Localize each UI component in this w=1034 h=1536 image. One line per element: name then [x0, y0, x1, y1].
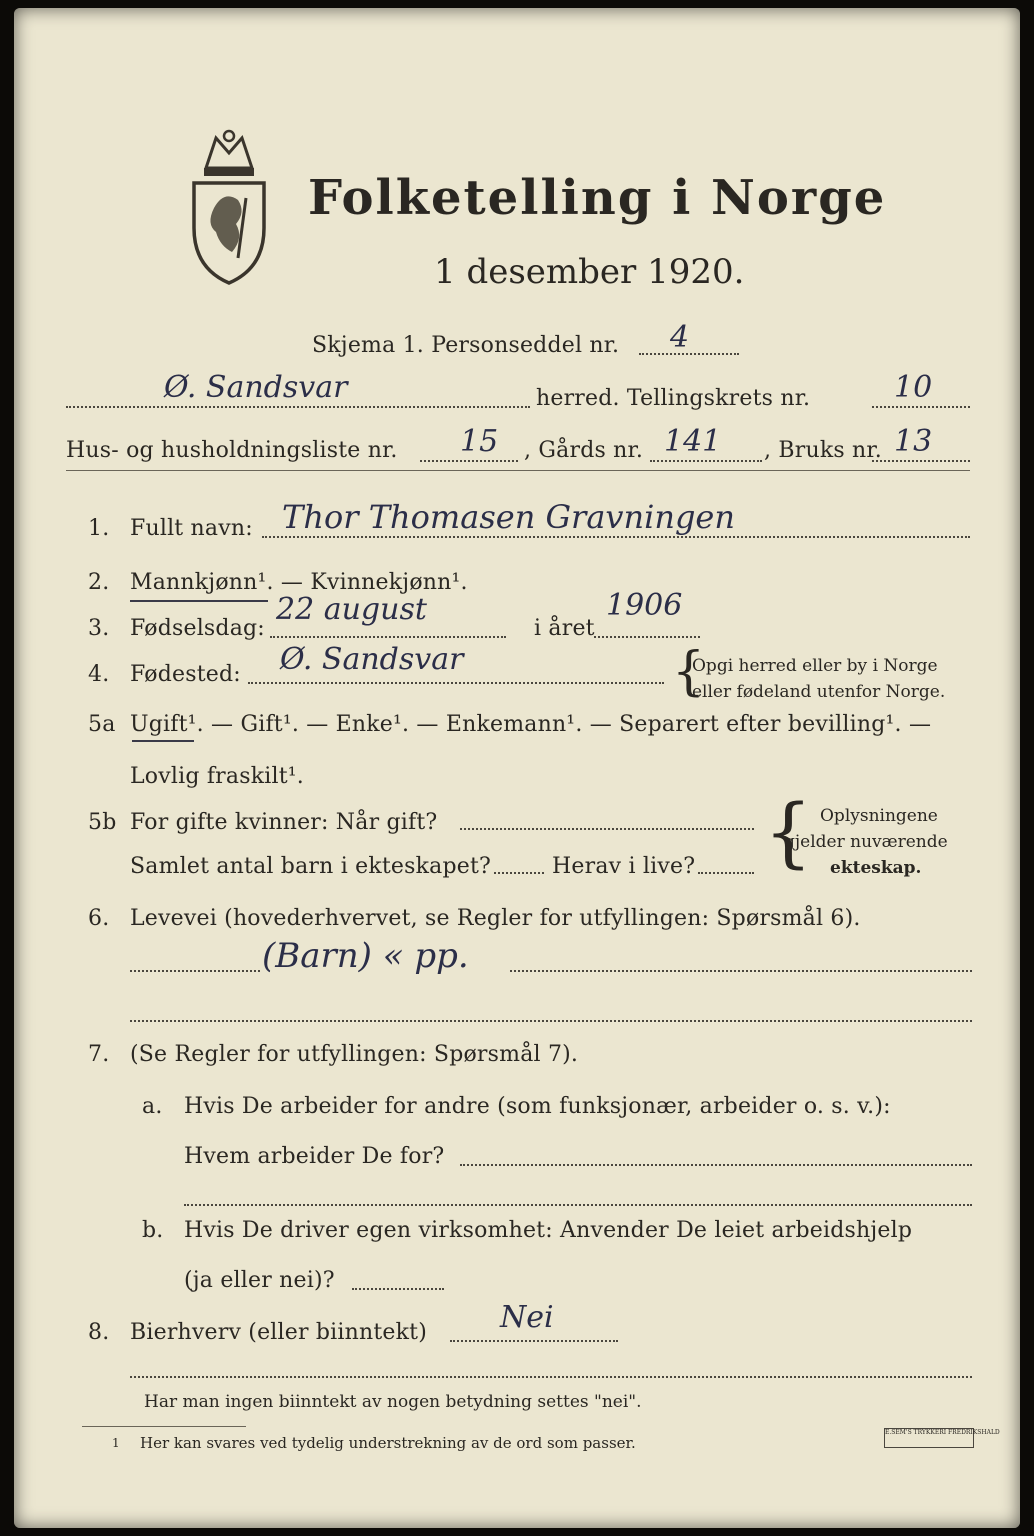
q4-brace: {	[672, 642, 706, 702]
header-rule	[66, 470, 970, 471]
q5a-number: 5a	[88, 712, 116, 737]
personseddel-value: 4	[670, 320, 690, 355]
tellingskrets-line	[872, 406, 970, 408]
q7b-letter: b.	[142, 1218, 164, 1243]
q8-value: Nei	[500, 1300, 554, 1335]
footnote-text: Her kan svares ved tydelig understrekning av de ord som passer.	[140, 1434, 636, 1452]
q3-year-label: i året	[534, 616, 595, 641]
q5a-options-2: Lovlig fraskilt¹.	[130, 764, 304, 789]
gards-value: 141	[664, 424, 722, 459]
q6-label: Levevei (hovederhvervet, se Regler for utfyllingen: Spørsmål 6).	[130, 906, 861, 931]
q3-number: 3.	[88, 616, 110, 641]
q5b-line	[460, 828, 754, 830]
q3-year-line	[594, 636, 700, 638]
gards-label: , Gårds nr.	[524, 438, 644, 463]
gards-line	[650, 460, 762, 462]
q5b-children-line	[494, 872, 544, 874]
q6-line-2	[130, 1020, 972, 1022]
hus-line	[420, 460, 518, 462]
q7a-label: Hvis De arbeider for andre (som funksjonær, arbeider o. s. v.):	[184, 1094, 891, 1119]
q7a-question: Hvem arbeider De for?	[184, 1144, 445, 1169]
q8-note: Har man ingen biinntekt av nogen betydning settes "nei".	[144, 1392, 642, 1412]
bruks-value: 13	[894, 424, 933, 459]
q8-number: 8.	[88, 1320, 110, 1345]
q2-label: Mannkjønn¹. — Kvinnekjønn¹.	[130, 570, 468, 595]
q3-year-value: 1906	[606, 588, 683, 623]
q3-line	[270, 636, 506, 638]
q2-number: 2.	[88, 570, 110, 595]
q5b-alive-line	[698, 872, 754, 874]
q7a-line-2	[184, 1204, 972, 1206]
q1-number: 1.	[88, 516, 110, 541]
bruks-label: , Bruks nr.	[764, 438, 882, 463]
q5a-underline	[132, 740, 194, 742]
q7-label: (Se Regler for utfyllingen: Spørsmål 7).	[130, 1042, 579, 1067]
q8-line	[450, 1340, 618, 1342]
q8-label: Bierhverv (eller biinntekt)	[130, 1320, 428, 1345]
q5b-label: For gifte kvinner: Når gift?	[130, 810, 438, 835]
q4-number: 4.	[88, 662, 110, 687]
q3-value: 22 august	[276, 592, 427, 627]
bruks-line	[872, 460, 970, 462]
form-title: Folketelling i Norge	[308, 170, 887, 226]
form-date: 1 desember 1920.	[434, 252, 745, 292]
q5b-alive-label: Herav i live?	[552, 854, 696, 879]
herred-line	[66, 406, 530, 408]
q4-label: Fødested:	[130, 662, 241, 687]
q7b-question: (ja eller nei)?	[184, 1268, 335, 1293]
census-form-page	[14, 8, 1020, 1528]
q8-line-2	[130, 1376, 972, 1378]
q7a-letter: a.	[142, 1094, 163, 1119]
q5b-brace: {	[764, 787, 813, 876]
q1-label: Fullt navn:	[130, 516, 253, 541]
q6-value: (Barn) « pp.	[262, 936, 469, 976]
q4-note-1: Opgi herred eller by i Norge	[692, 656, 938, 676]
hus-label: Hus- og husholdningsliste nr.	[66, 438, 398, 463]
q5b-note-1: Oplysningene	[820, 806, 938, 826]
tellingskrets-value: 10	[894, 370, 933, 405]
q2-underline	[130, 600, 268, 602]
herred-value: Ø. Sandsvar	[164, 370, 348, 405]
q5b-note-2: gjelder nuværende	[784, 832, 948, 852]
q1-value: Thor Thomasen Gravningen	[282, 498, 735, 536]
q3-label: Fødselsdag:	[130, 616, 265, 641]
q6-number: 6.	[88, 906, 110, 931]
coat-of-arms-icon	[186, 128, 272, 288]
q6-line-left	[130, 970, 260, 972]
q4-value: Ø. Sandsvar	[280, 642, 464, 677]
footnote-rule	[82, 1426, 246, 1427]
q5b-number: 5b	[88, 810, 117, 835]
q7b-label: Hvis De driver egen virksomhet: Anvender De leiet arbeidshjelp	[184, 1218, 913, 1243]
q1-line	[262, 536, 970, 538]
q7-number: 7.	[88, 1042, 110, 1067]
q7a-line	[460, 1164, 972, 1166]
footnote-marker: 1	[112, 1436, 120, 1450]
q6-line-right	[510, 970, 972, 972]
q5b-children-label: Samlet antal barn i ekteskapet?	[130, 854, 492, 879]
printer-stamp: E.SEM'S TRYKKERI FREDRIKSHALD	[884, 1428, 974, 1448]
schema-label: Skjema 1. Personseddel nr.	[312, 333, 620, 358]
q5b-note-3: ekteskap.	[830, 858, 922, 878]
q4-line	[248, 682, 664, 684]
hus-value: 15	[460, 424, 499, 459]
q7b-line	[352, 1288, 444, 1290]
q4-note-2: eller fødeland utenfor Norge.	[692, 682, 946, 702]
q5a-options: Ugift¹. — Gift¹. — Enke¹. — Enkemann¹. — Separert efter bevilling¹. —	[130, 712, 932, 737]
herred-label: herred. Tellingskrets nr.	[536, 386, 811, 411]
